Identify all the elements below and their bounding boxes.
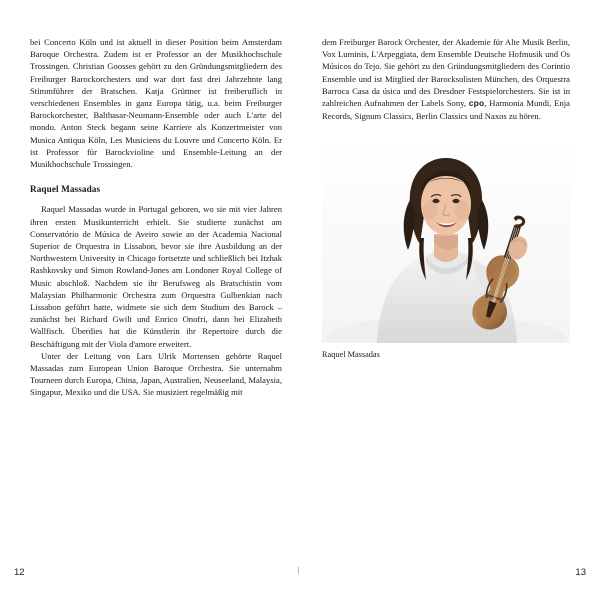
portrait-photo [322,138,570,343]
paragraph-part-two: , Harmonia Mundi, Enja Records, Signum Classics, Berlin Classics und Naxos zu hören. [322,98,570,121]
paragraph-massadas-biography: Raquel Massadas wurde in Portugal geboren, wo sie mit vier Jahren ihren ersten Musikunterricht erhielt. Sie studierte zunächst am Conservatório de Música de Aveiro sowie an der Academia Nacional Superior de Orquestra in Lissabon, bevor sie ihre Ausbildung an der Northwestern University in Chicago fortsetzte und schließlich bei Itzhak Rashkovsky und Simon Rowland-Jones am Londoner Royal College of Music abschloß. Nachdem sie ihr Berufsweg als Bratschistin vom Malaysian Philharmonic Orchestra zum Orquestra Gulbenkian nach Lissabon geführt hatte, widmete sie sich dem Studium des Barock – zunächst bei Richard Gwilt und Enrico Onofri, dann bei Elizabeth Wallfisch. Überdies hat die Künstlerin ihr Repertoire durch die Beschäftigung mit der Viola d'amore erweitert. [30,204,282,349]
photo-block [322,138,570,359]
page-number-right: 13 [575,567,586,578]
page-number-left: 12 [14,567,25,578]
paragraph-massadas-touring: Unter der Leitung von Lars Ulrik Mortensen gehörte Raquel Massadas zum European Union Baroque Orchestra. Sie unternahm Tourneen durch Europa, China, Japan, Australien, Neuseeland, Malaysia, Singapur, Mexiko und die USA. Sie musiziert regelmäßig mit [30,350,282,398]
photo-caption: Raquel Massadas [322,350,380,360]
paragraph-massadas-ensembles [322,36,570,122]
right-column-text [322,36,570,122]
label-cpo: cpo [468,98,485,109]
paragraph-part-one: dem Freiburger Barock Orchester, der Akademie für Alte Musik Berlin, Vox Luminis, L'Arpeggiata, dem Ensemble Deutsche Hofmusik und Os Músicos do Tejo. Sie gehört zu den Gründungsmitgliedern des Corintio Ensemble und ist Mitglied der Barocksolisten München, des Orquestra Barroca Casa da úsica und des Dresdner Festspielorchesters. Sie ist in zahlreichen Aufnahmen der Labels Sony, [322,37,570,109]
page-right [300,0,600,596]
portrait-photo-graphic [322,138,570,343]
left-column-text [30,36,282,399]
section-heading-raquel-massadas: Raquel Massadas [30,184,101,195]
gutter-registration-mark [298,567,299,574]
paragraph-goosses-continued: bei Concerto Köln und ist aktuell in dieser Position beim Amsterdam Baroque Orchestra. Zudem ist er Professor an der Musikhochschule Trossingen. Christian Goosses gehört zu den Gründungsmitgliedern des Freiburger Barockorchesters und war dort fast drei Jahrzehnte lang Stimmführer der Bratschen. Katja Grüttner ist freiberuflich in verschiedenen Ensembles in ganz Europa tätig, u.a. beim Freiburger Barockorchester, Balthasar-Neumann-Ensemble oder auch L'arte del mondo. Anton Steck begann seine Karriere als Konzertmeister von Musica Antiqua Köln, Les Musiciens du Louvre und Concerto Köln. Er ist Professor für Barockvioline und Ensemble-Leitung an der Musikhochschule Trossingen. [30,37,282,170]
